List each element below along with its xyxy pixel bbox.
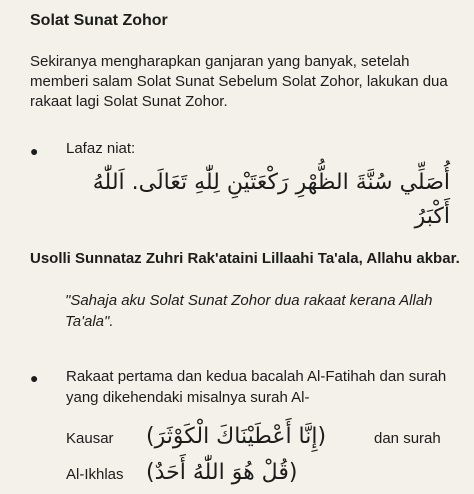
niat-label: Lafaz niat: xyxy=(66,140,136,157)
niat-arabic-line1: أُصَلِّي سُنَّةَ الظُّهْرِ رَكْعَتَيْنِ لِلّٰهِ تَعَالَى. اَللّٰهُ xyxy=(92,170,450,195)
kausar-label: Kausar xyxy=(66,430,114,447)
niat-arabic-line2: أَكْبَرُ xyxy=(414,204,450,229)
bullet-niat: ● xyxy=(30,143,39,159)
bullet-rakaat: ● xyxy=(30,370,39,386)
niat-translation: "Sahaja aku Solat Sunat Zohor dua rakaat kerana Allah Ta'ala". xyxy=(65,292,433,330)
rakaat-paragraph: Rakaat pertama dan kedua bacalah Al-Fatihah dan surah yang dikehendaki misalnya surah Al- xyxy=(66,368,447,406)
ikhlas-label: Al-Ikhlas xyxy=(66,466,124,483)
section-heading: Solat Sunat Zohor xyxy=(30,12,168,29)
dan-surah-text: dan surah xyxy=(374,430,441,447)
intro-paragraph: Sekiranya mengharapkan ganjaran yang banyak, setelah memberi salam Solat Sunat Sebelum Solat Zohor, lakukan dua rakaat lagi Solat Sunat Zohor. xyxy=(30,53,448,110)
kausar-arabic: (إِنَّا أَعْطَيْنَاكَ الْكَوْثَرَ) xyxy=(146,424,327,449)
ikhlas-arabic: (قُلْ هُوَ اللّٰهُ أَحَدٌ) xyxy=(146,460,298,485)
niat-transliteration: Usolli Sunnataz Zuhri Rak'ataini Lillaahi Ta'ala, Allahu akbar. xyxy=(30,250,460,267)
